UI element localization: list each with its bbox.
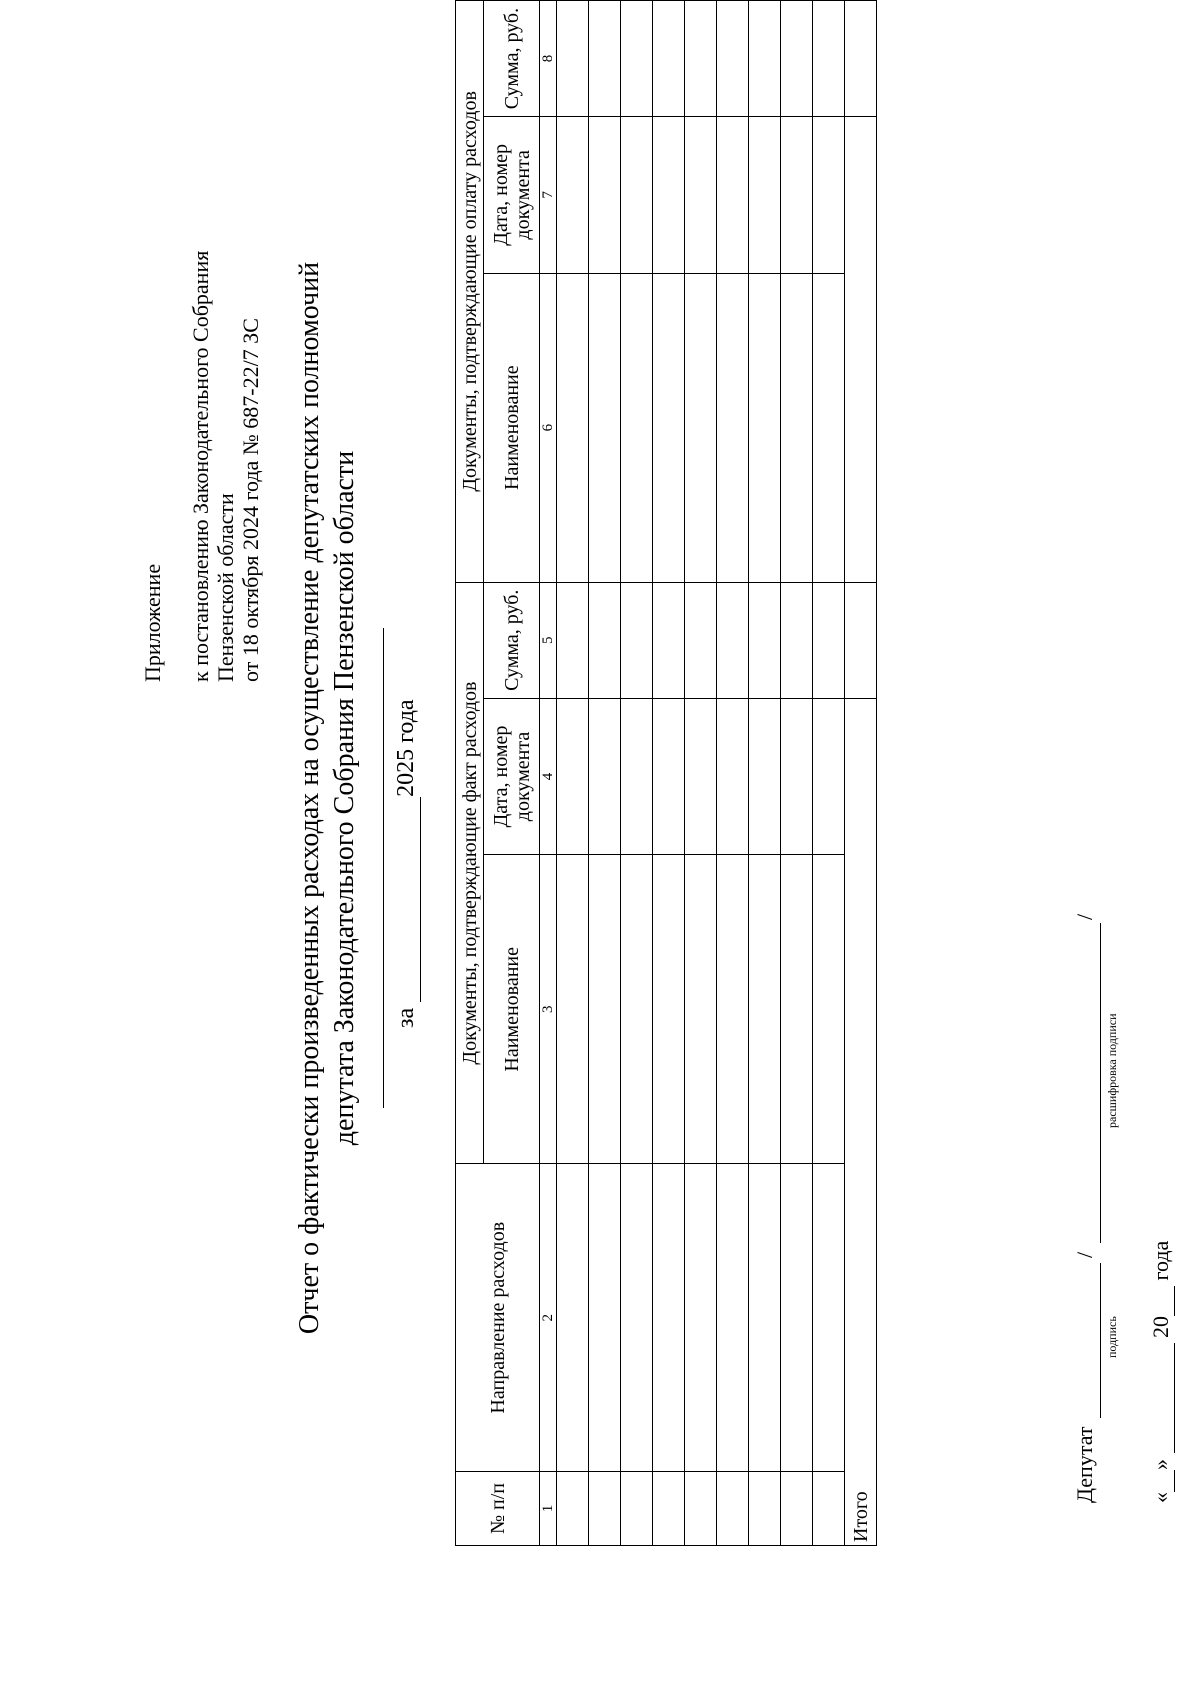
- table-row: [717, 1, 749, 1546]
- signature-line[interactable]: [1100, 1263, 1101, 1418]
- report-period: [393, 699, 421, 1028]
- year-suffix: года: [1148, 1240, 1173, 1281]
- table-cell[interactable]: [685, 1164, 717, 1472]
- table-cell[interactable]: [813, 1472, 845, 1546]
- column-number: 3: [540, 855, 557, 1164]
- total-row: [845, 1, 877, 1546]
- table-cell[interactable]: [749, 1, 781, 117]
- table-cell[interactable]: [653, 1, 685, 117]
- table-cell[interactable]: [781, 273, 813, 582]
- column-number: 4: [540, 698, 557, 855]
- table-cell[interactable]: [813, 855, 845, 1164]
- table-cell[interactable]: [781, 1, 813, 117]
- table-cell[interactable]: [589, 1, 621, 117]
- table-cell[interactable]: [717, 1, 749, 117]
- column-number-row: [540, 1, 557, 1546]
- table-cell[interactable]: [621, 273, 653, 582]
- table-row: [685, 1, 717, 1546]
- column-number: 2: [540, 1164, 557, 1472]
- table-cell[interactable]: [685, 698, 717, 855]
- signature-decryption-line[interactable]: [1100, 923, 1101, 1243]
- table-row: [557, 1, 589, 1546]
- table-cell[interactable]: [653, 698, 685, 855]
- group-header-payment: Документы, подтверждающие оплату расходов: [456, 1, 484, 583]
- table-row: [653, 1, 685, 1546]
- table-cell[interactable]: [717, 1472, 749, 1546]
- table-cell[interactable]: [621, 117, 653, 274]
- table-cell[interactable]: [781, 855, 813, 1164]
- table-cell[interactable]: [813, 117, 845, 274]
- table-cell[interactable]: [813, 1, 845, 117]
- table-cell[interactable]: [749, 117, 781, 274]
- column-number: 6: [540, 273, 557, 582]
- appendix-line-1: к постановлению Законодательного Собрания: [188, 250, 213, 682]
- table-row: [589, 1, 621, 1546]
- table-cell[interactable]: [781, 698, 813, 855]
- table-cell[interactable]: [717, 273, 749, 582]
- col-header-pay-name: Наименование: [484, 273, 540, 582]
- year-blank[interactable]: [1148, 1286, 1175, 1316]
- col-header-direction: Направление расходов: [456, 1164, 540, 1472]
- table-cell[interactable]: [653, 273, 685, 582]
- table-cell[interactable]: [813, 1164, 845, 1472]
- table-cell[interactable]: [685, 273, 717, 582]
- table-cell[interactable]: [685, 1, 717, 117]
- signature-slash-2: /: [1072, 913, 1097, 920]
- table-cell[interactable]: [685, 855, 717, 1164]
- column-number: 7: [540, 117, 557, 274]
- table-cell[interactable]: [621, 582, 653, 698]
- column-number: 5: [540, 582, 557, 698]
- signature-slash-1: /: [1072, 1251, 1097, 1258]
- table-cell[interactable]: [589, 582, 621, 698]
- signature-caption: подпись: [1105, 1316, 1119, 1358]
- column-number: 1: [540, 1472, 557, 1546]
- table-cell[interactable]: [685, 1472, 717, 1546]
- table-cell[interactable]: [749, 698, 781, 855]
- month-blank[interactable]: [1148, 1344, 1175, 1454]
- appendix-title: Приложение: [140, 563, 165, 682]
- table-cell[interactable]: [621, 1, 653, 117]
- table-cell[interactable]: [589, 1472, 621, 1546]
- table-cell[interactable]: [557, 117, 589, 274]
- table-cell[interactable]: [621, 855, 653, 1164]
- table-cell[interactable]: [653, 117, 685, 274]
- table-cell[interactable]: [589, 1164, 621, 1472]
- col-header-num: № п/п: [456, 1472, 540, 1546]
- table-cell[interactable]: [557, 855, 589, 1164]
- expenses-table: [455, 0, 877, 1546]
- total-fact-sum-cell[interactable]: [845, 582, 877, 698]
- table-cell[interactable]: [685, 117, 717, 274]
- deputy-label: Депутат: [1072, 1426, 1097, 1503]
- table-cell[interactable]: [557, 1164, 589, 1472]
- table-cell[interactable]: [717, 582, 749, 698]
- appendix-line-2: Пензенской области: [213, 493, 238, 682]
- table-row: [749, 1, 781, 1546]
- col-header-fact-name: Наименование: [484, 855, 540, 1164]
- year-prefix: 20: [1148, 1316, 1173, 1338]
- date-close-quote: »: [1148, 1459, 1173, 1470]
- table-cell[interactable]: [589, 117, 621, 274]
- total-pay-sum-cell[interactable]: [845, 1, 877, 117]
- column-number: 8: [540, 1, 557, 117]
- total-label: Итого: [845, 698, 877, 1545]
- col-header-pay-sum: Сумма, руб.: [484, 1, 540, 117]
- table-cell[interactable]: [781, 1472, 813, 1546]
- table-cell[interactable]: [621, 1164, 653, 1472]
- table-cell[interactable]: [589, 855, 621, 1164]
- table-row: [813, 1, 845, 1546]
- total-pay-blank-cell: [845, 117, 877, 583]
- table-cell[interactable]: [781, 1164, 813, 1472]
- table-cell[interactable]: [653, 1164, 685, 1472]
- table-cell[interactable]: [589, 698, 621, 855]
- table-cell[interactable]: [653, 855, 685, 1164]
- table-cell[interactable]: [653, 1472, 685, 1546]
- table-cell[interactable]: [749, 273, 781, 582]
- table-row: [621, 1, 653, 1546]
- table-cell[interactable]: [717, 117, 749, 274]
- table-cell[interactable]: [781, 582, 813, 698]
- decryption-caption: расшифровка подписи: [1105, 1013, 1119, 1128]
- table-cell[interactable]: [813, 273, 845, 582]
- col-header-fact-date: Дата, номер документа: [484, 698, 540, 855]
- table-cell[interactable]: [685, 582, 717, 698]
- table-cell[interactable]: [557, 698, 589, 855]
- table-cell[interactable]: [717, 855, 749, 1164]
- col-header-pay-date: Дата, номер документа: [484, 117, 540, 274]
- deputy-name-blank-line: [383, 628, 384, 1108]
- report-title-line-1: Отчет о фактически произведенных расходах на осуществление депутатских полномочий: [294, 261, 325, 1335]
- table-row: [781, 1, 813, 1546]
- period-blank: [393, 797, 421, 1002]
- table-cell[interactable]: [589, 273, 621, 582]
- report-title-line-2: депутата Законодательного Собрания Пензенской области: [329, 450, 360, 1146]
- col-header-fact-sum: Сумма, руб.: [484, 582, 540, 698]
- period-suffix: 2025 года: [393, 699, 419, 797]
- table-cell[interactable]: [557, 1, 589, 117]
- table-cell[interactable]: [557, 273, 589, 582]
- table-cell[interactable]: [749, 582, 781, 698]
- day-blank[interactable]: [1148, 1470, 1175, 1492]
- table-cell[interactable]: [813, 698, 845, 855]
- table-cell[interactable]: [749, 1164, 781, 1472]
- table-cell[interactable]: [621, 1472, 653, 1546]
- table-cell[interactable]: [653, 582, 685, 698]
- period-prefix: за: [393, 1007, 419, 1028]
- appendix-line-3: от 18 октября 2024 года № 687-22/7 ЗС: [238, 318, 263, 682]
- group-header-fact: Документы, подтверждающие факт расходов: [456, 582, 484, 1164]
- date-open-quote: «: [1148, 1492, 1173, 1503]
- table-cell[interactable]: [813, 582, 845, 698]
- table-cell[interactable]: [717, 698, 749, 855]
- table-cell[interactable]: [557, 1472, 589, 1546]
- table-cell[interactable]: [749, 1472, 781, 1546]
- table-cell[interactable]: [749, 855, 781, 1164]
- table-cell[interactable]: [557, 582, 589, 698]
- table-cell[interactable]: [621, 698, 653, 855]
- table-cell[interactable]: [781, 117, 813, 274]
- table-cell[interactable]: [717, 1164, 749, 1472]
- signature-date: [1148, 1241, 1175, 1503]
